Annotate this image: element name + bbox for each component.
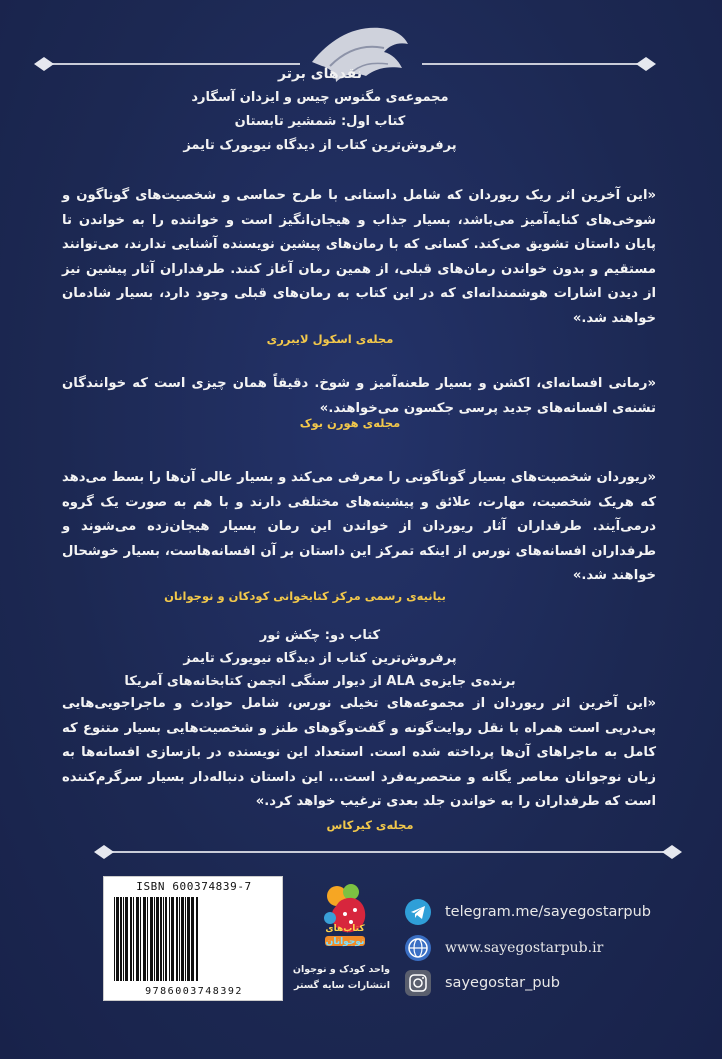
reviews-header (60, 62, 580, 158)
barcode-bar (154, 897, 155, 981)
barcode-bar (130, 897, 132, 981)
book-one-bestseller: پرفروش‌ترین کتاب از دیدگاه نیویورک تایمز (183, 138, 457, 153)
review-3-source: بیانیه‌ی رسمی مرکز کتابخوانی کودکان و نوجوانان (164, 589, 446, 603)
barcode-bar (136, 897, 139, 981)
barcode-bar (133, 897, 134, 981)
logo-text-top: کتاب‌های (325, 924, 365, 934)
publisher-line-1: واحد کودک و نوجوان (292, 964, 390, 975)
barcode-bar (120, 897, 122, 981)
review-1-text: «این آخرین اثر ریک ریوردان که شامل داستانی با طرح حماسی و شخصیت‌های گوناگون و شوخی‌های کنایه‌آمیز می‌باشد، بسیار جذاب و هیجان‌انگیز است و خواننده را به خواندن تا پایان داستان تشویق می‌کند. کسانی که با رمان‌های پیشین نویسنده آشنایی ندارند، می‌توانند مستقیم و بدون خواندن رمان‌های قبلی، از همین رمان آغاز کنند. طرفداران آثار پیشین نیز از دیدن اشارات هوشمندانه‌ای که در این کتاب به رمان‌های قبلی وجود دارد، بسیار شادمان خواهند شد.» (62, 188, 656, 326)
isbn-barcode (103, 876, 283, 1001)
barcode-bar (165, 897, 167, 981)
book-one-title: کتاب اول: شمشیر تابستان (234, 114, 406, 129)
barcode-bar (123, 897, 124, 981)
barcode-bar (147, 897, 148, 981)
book-two-title: کتاب دو: چکش ثور (259, 628, 381, 643)
telegram-row[interactable] (405, 897, 651, 927)
barcode-bar (143, 897, 146, 981)
globe-icon (405, 935, 431, 961)
barcode-bar (150, 897, 153, 981)
barcode-bars (112, 897, 276, 981)
bottom-ornament (0, 832, 722, 872)
book-two-review-source: مجله‌ی کیرکاس (326, 818, 414, 832)
page-title: نقدهای برتر (277, 66, 363, 82)
publisher-logo (292, 880, 390, 998)
series-title: مجموعه‌ی مگنوس چیس و ایزدان آسگارد (191, 90, 449, 105)
barcode-bar (185, 897, 186, 981)
isbn-label: ISBN 600374839-7 (136, 880, 252, 893)
telegram-icon (405, 899, 431, 925)
barcode-digits: 9786003748392 (145, 986, 243, 997)
book-two-review-text: «این آخرین اثر ریوردان از مجموعه‌های تخیلی نورس، شامل حوادث و ماجراجویی‌هایی پی‌درپی است همراه با نقل روایت‌گونه و گفت‌وگوهای طنز و شخصیت‌هایی بسیار متنوع که کامل به ماجراهای آن‌ها پرداخته شده است. استعداد این نویسنده در بازسازی افسانه‌ها به زبان نوجوانان معاصر یگانه و منحصربه‌فرد است... این داستان دنباله‌دار بسیار سرگرم‌کننده است که طرفداران را به خواندن جلد بعدی ترغیب خواهد کرد.» (62, 696, 656, 810)
book-two-bestseller: پرفروش‌ترین کتاب از دیدگاه نیویورک تایمز (183, 651, 457, 666)
barcode-bar (125, 897, 128, 981)
barcode-bar (179, 897, 180, 981)
book-two-info (70, 624, 570, 693)
website-row[interactable] (405, 933, 603, 963)
review-3-text: «ریوردان شخصیت‌های بسیار گوناگونی را معرفی می‌کند و بسیار عالی آن‌ها را بسط می‌دهد که هریک شخصیت، مهارت، علائق و پیشینه‌های مختلفی دارند و با هم به صورت یک گروه درمی‌آیند. طرفداران آثار ریوردان از خواندن این رمان بسیار هیجان‌زده می‌شوند و طرفداران افسانه‌های نورس از اینکه تمرکز این داستان بر آن افسانه‌هاست، بسیار خوشحال خواهند شد.» (62, 470, 656, 584)
barcode-bar (160, 897, 162, 981)
telegram-link[interactable]: telegram.me/sayegostarpub (445, 904, 651, 920)
barcode-bar (181, 897, 184, 981)
instagram-row[interactable] (405, 968, 560, 998)
barcode-bar (156, 897, 159, 981)
barcode-bar (116, 897, 119, 981)
book-two-award: برنده‌ی جایزه‌ی ALA از دیوار سنگی انجمن کتابخانه‌های آمریکا (124, 674, 516, 689)
review-1-source: مجله‌ی اسکول لایبرری (266, 332, 394, 346)
logo-text-bottom: نوجوانان (325, 937, 365, 947)
barcode-bar (196, 897, 198, 981)
publisher-line-2: انتشارات سایه گستر (293, 980, 390, 991)
barcode-bar (169, 897, 170, 981)
review-2-text: «رمانی افسانه‌ای، اکشن و بسیار طعنه‌آمیز و شوخ. دقیقاً همان چیزی است که خوانندگان تشنه‌ی افسانه‌های جدید پرسی جکسون می‌خواهند.» (62, 376, 656, 416)
barcode-bar (191, 897, 194, 981)
review-2-source: مجله‌ی هورن بوک (299, 416, 401, 430)
instagram-handle[interactable]: sayegostar_pub (445, 975, 560, 991)
website-link[interactable]: www.sayegostarpub.ir (445, 940, 604, 956)
barcode-bar (114, 897, 115, 981)
barcode-bar (176, 897, 178, 981)
barcode-bar (163, 897, 164, 981)
barcode-bar (187, 897, 190, 981)
barcode-bar (140, 897, 141, 981)
barcode-bar (171, 897, 174, 981)
instagram-icon (405, 970, 431, 996)
